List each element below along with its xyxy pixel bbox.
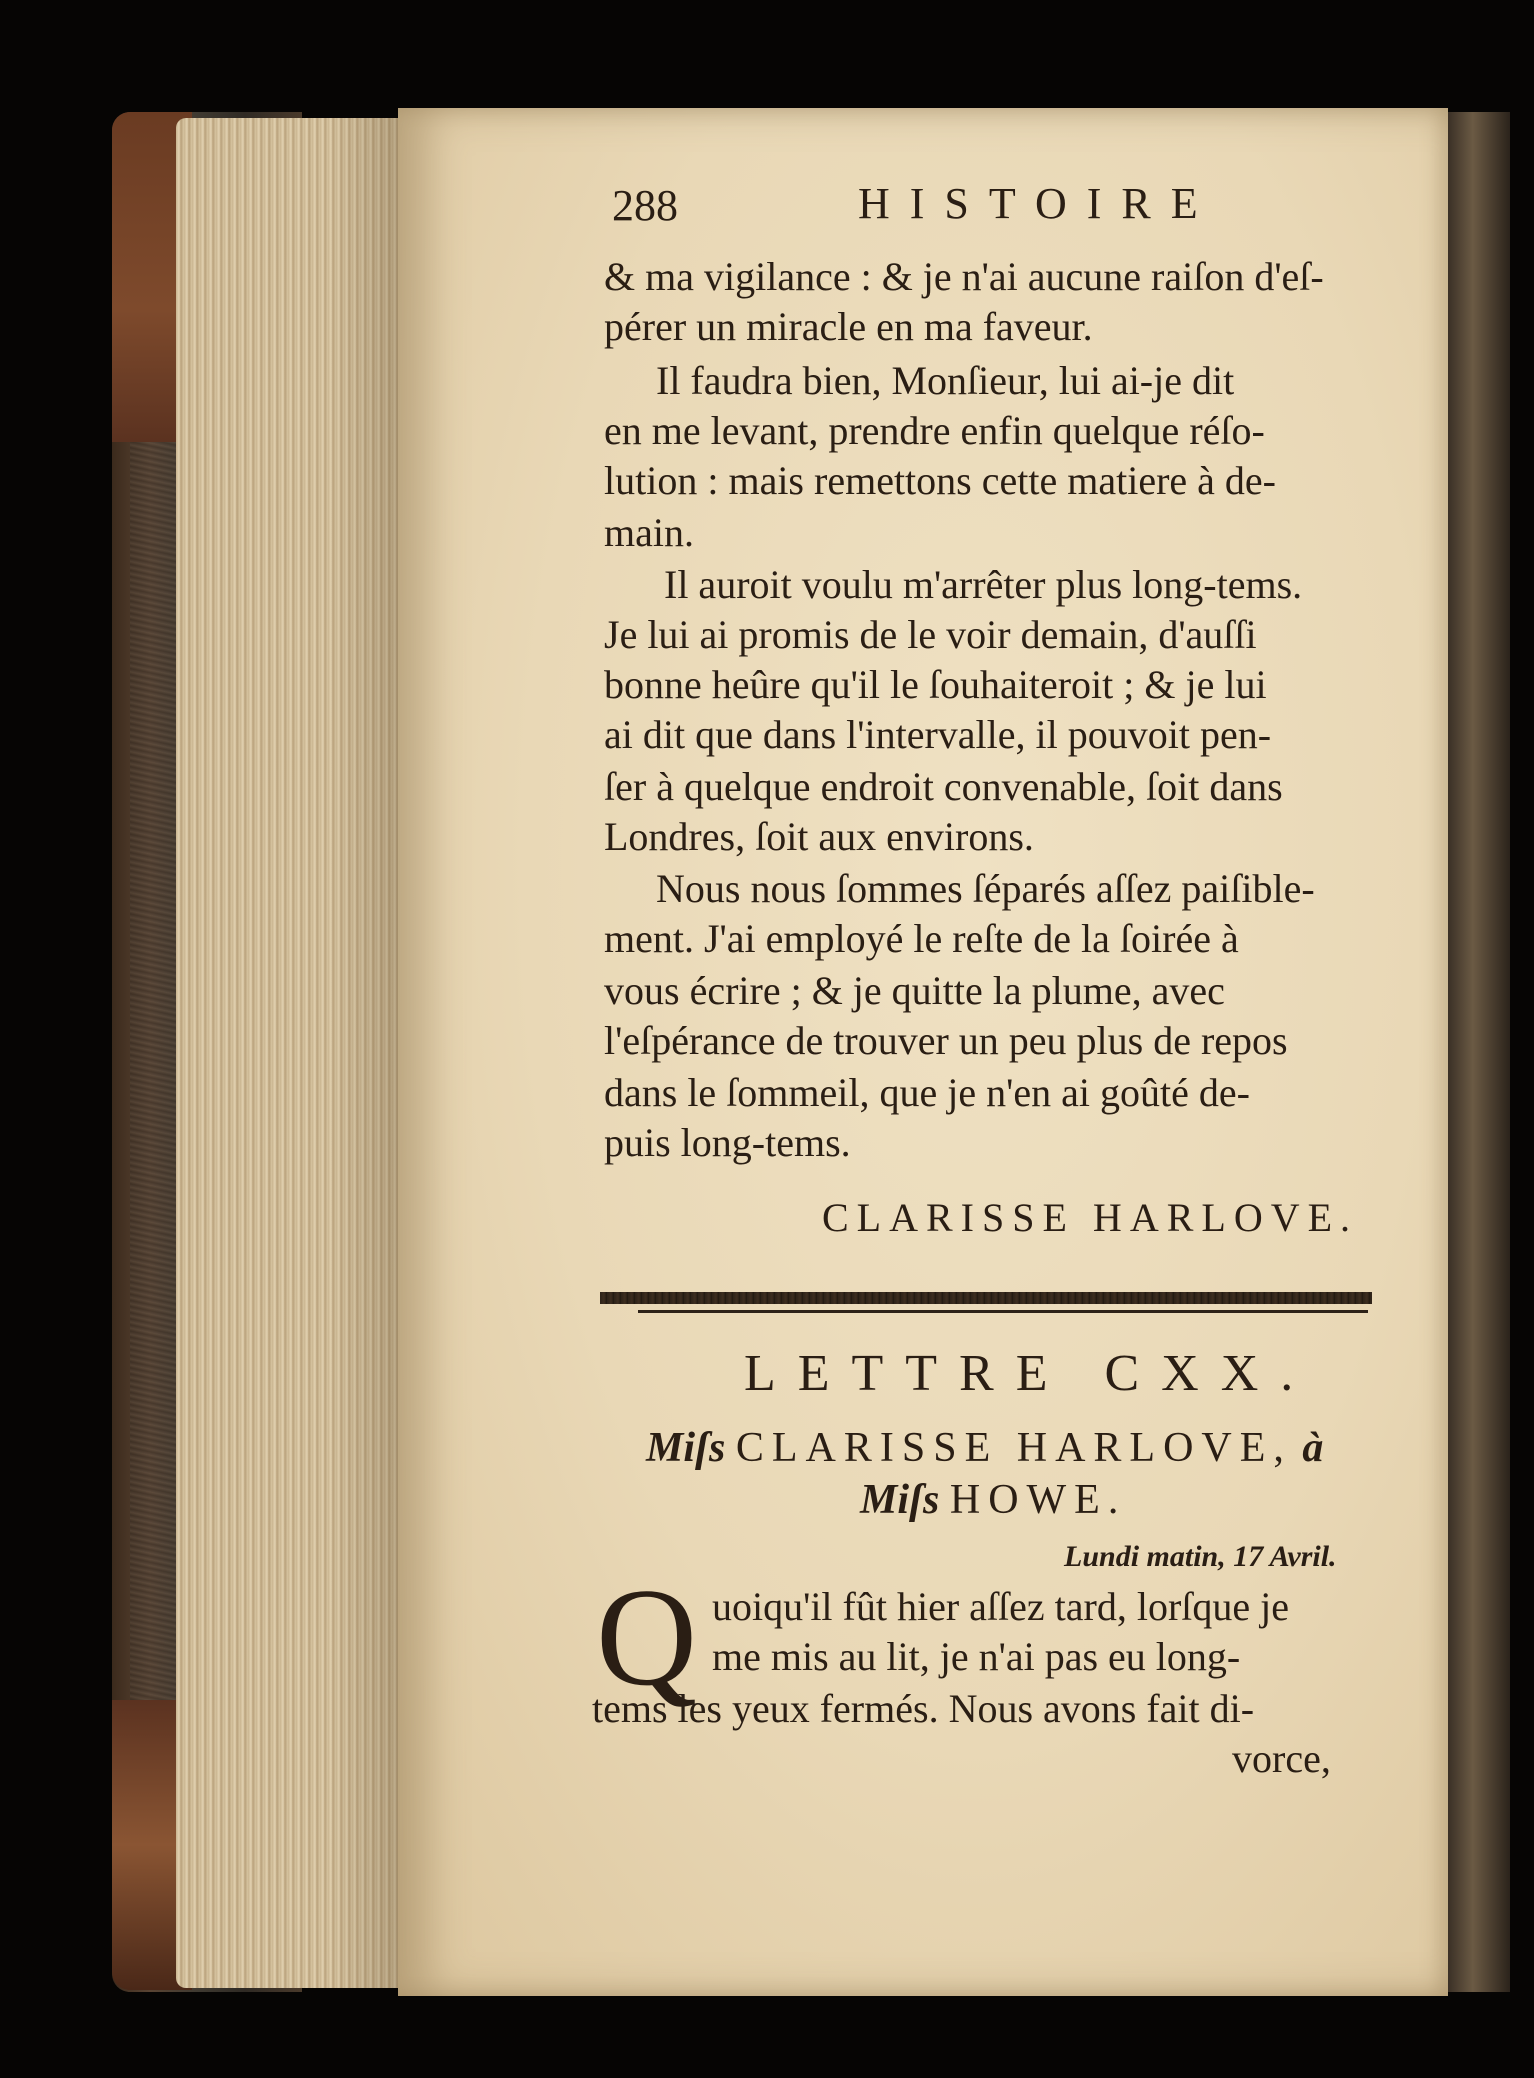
body-line: ment. J'ai employé le reſte de la ſoirée à <box>604 916 1239 961</box>
body-line: Je lui ai promis de le voir demain, d'auſſi <box>604 612 1257 657</box>
signature: CLARISSE HARLOVE. <box>822 1195 1359 1240</box>
body-line: main. <box>604 510 694 555</box>
body-line: ſer à quelque endroit convenable, ſoit dans <box>604 764 1283 809</box>
body-line: tems les yeux fermés. Nous avons fait di- <box>592 1686 1255 1731</box>
page-number: 288 <box>612 181 678 230</box>
body-line: ai dit que dans l'intervalle, il pouvoit pen- <box>604 712 1272 757</box>
body-line: Il faudra bien, Monſieur, lui ai-je dit <box>656 358 1235 403</box>
letter-date: Lundi matin, 17 Avril. <box>1064 1540 1337 1573</box>
ornamental-rule <box>600 1292 1372 1304</box>
thin-rule <box>638 1310 1368 1313</box>
address-recipient: HOWE. <box>949 1477 1127 1523</box>
body-line: uoiqu'il fût hier aſſez tard, lorſque je <box>712 1584 1290 1629</box>
address-sender: CLARISSE HARLOVE, <box>735 1425 1292 1471</box>
body-line: en me levant, prendre enfin quelque réſo- <box>604 408 1265 453</box>
running-title: HISTOIRE <box>858 179 1218 228</box>
body-line: puis long-tems. <box>604 1120 851 1165</box>
body-line: Londres, ſoit aux environs. <box>604 814 1034 859</box>
address-line-2 <box>860 1476 1126 1524</box>
body-line: bonne heûre qu'il le ſouhaiteroit ; & je lui <box>604 662 1267 707</box>
body-line: pérer un miracle en ma faveur. <box>604 304 1093 349</box>
body-line: lution : mais remettons cette matiere à de- <box>604 458 1276 503</box>
facing-page-edge <box>1448 112 1510 1992</box>
drop-cap: Q <box>596 1560 698 1715</box>
address-miss: Miſs <box>646 1425 726 1471</box>
body-line: dans le ſommeil, que je n'en ai goûté de- <box>604 1070 1250 1115</box>
body-line: Il auroit voulu m'arrêter plus long-tems. <box>664 562 1303 607</box>
letter-title: LETTRE CXX. <box>744 1345 1316 1402</box>
address-to: à <box>1302 1425 1324 1471</box>
address-miss: Miſs <box>860 1477 940 1523</box>
body-line: me mis au lit, je n'ai pas eu long- <box>712 1634 1241 1679</box>
body-line: l'eſpérance de trouver un peu plus de repos <box>604 1018 1288 1063</box>
address-line-1 <box>646 1424 1323 1472</box>
body-line: vous écrire ; & je quitte la plume, avec <box>604 968 1225 1013</box>
body-line: & ma vigilance : & je n'ai aucune raiſon d'eſ- <box>604 254 1324 299</box>
body-line: vorce, <box>1232 1736 1331 1781</box>
body-line: Nous nous ſommes ſéparés aſſez paiſible- <box>656 866 1315 911</box>
